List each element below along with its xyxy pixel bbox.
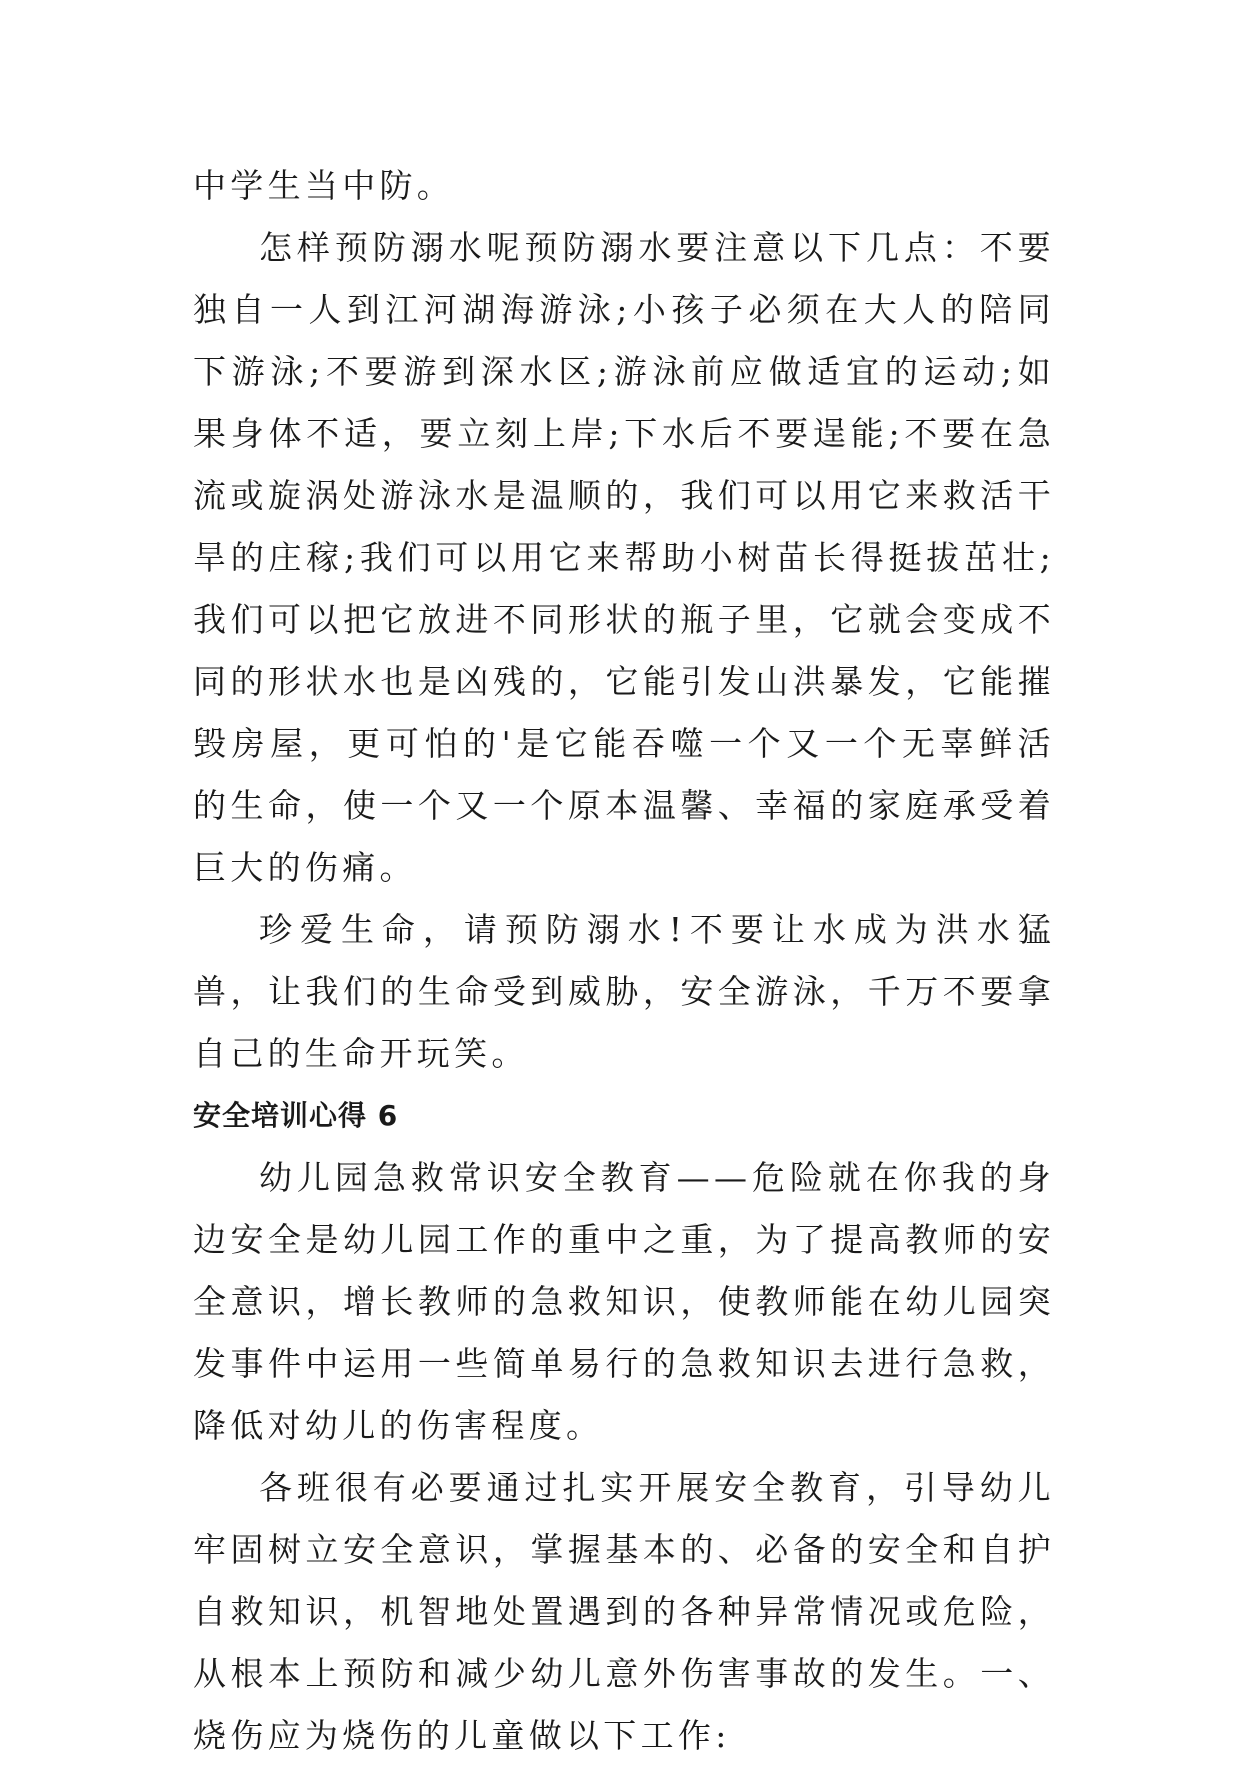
paragraph-kindergarten-first-aid: 幼儿园急救常识安全教育——危险就在你我的身边安全是幼儿园工作的重中之重，为了提高教师的安全意识，增长教师的急救知识，使教师能在幼儿园突发事件中运用一些简单易行的急救知识去进行急救，降低对幼儿的伤害程度。 [193, 1158, 1055, 1445]
document-body [193, 155, 1055, 1767]
section-heading: 安全培训心得 6 [193, 1099, 399, 1132]
paragraph-drowning-prevention: 怎样预防溺水呢预防溺水要注意以下几点：不要独自一人到江河湖海游泳;小孩子必须在大人的陪同下游泳;不要游到深水区;游泳前应做适宜的运动;如果身体不适，要立刻上岸;下水后不要逞能;不要在急流或旋涡处游泳水是温顺的，我们可以用它来救活干旱的庄稼;我们可以用它来帮助小树苗长得挺拔茁壮;我们可以把它放进不同形状的瓶子里，它就会变成不同的形状水也是凶残的，它能引发山洪暴发，它能摧毁房屋，更可怕的'是它能吞噬一个又一个无辜鲜活的生命，使一个又一个原本温馨、幸福的家庭承受着巨大的伤痛。 [193, 228, 1055, 887]
paragraph-cherish-life: 珍爱生命，请预防溺水!不要让水成为洪水猛兽，让我们的生命受到威胁，安全游泳，千万不要拿自己的生命开玩笑。 [193, 910, 1055, 1073]
paragraph-safety-education: 各班很有必要通过扎实开展安全教育，引导幼儿牢固树立安全意识，掌握基本的、必备的安全和自护自救知识，机智地处置遇到的各种异常情况或危险，从根本上预防和减少幼儿意外伤害事故的发生。一、烧伤应为烧伤的儿童做以下工作: [193, 1468, 1055, 1755]
paragraph-continuation: 中学生当中防。 [193, 166, 455, 205]
